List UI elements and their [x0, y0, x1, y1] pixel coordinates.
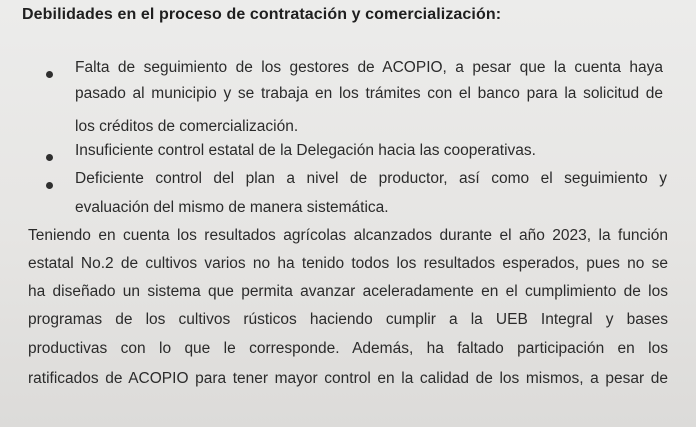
bullet-1-line-3: los créditos de comercialización.: [75, 118, 299, 135]
paragraph-line-3: ha diseñado un sistema que permita avanzar aceleradamente en el cumplimiento de los: [28, 283, 668, 300]
bullet-dot-3: [46, 182, 53, 189]
bullet-dot-1: [46, 71, 53, 78]
paragraph-line-1: Teniendo en cuenta los resultados agrícolas alcanzados durante el año 2023, la función: [28, 227, 668, 244]
bullet-1-line-2: pasado al municipio y se trabaja en los trámites con el banco para la solicitud de: [75, 85, 663, 102]
bullet-3-line-1: Deficiente control del plan a nivel de productor, así como el seguimiento y: [75, 170, 667, 187]
bullet-2-line-1: Insuficiente control estatal de la Delegación hacia las cooperativas.: [75, 142, 536, 159]
paragraph-line-4: programas de los cultivos rústicos haciendo cumplir a la UEB Integral y bases: [28, 311, 668, 328]
bullet-1-line-1: Falta de seguimiento de los gestores de ACOPIO, a pesar que la cuenta haya: [75, 59, 663, 76]
bullet-3-line-2: evaluación del mismo de manera sistemática.: [75, 199, 389, 216]
paragraph-line-6: ratificados de ACOPIO para tener mayor control en la calidad de los mismos, a pesar de: [28, 370, 668, 387]
section-heading: Debilidades en el proceso de contratación y comercialización:: [22, 6, 502, 23]
bullet-dot-2: [46, 154, 53, 161]
paragraph-line-5: productivas con lo que le corresponde. Además, ha faltado participación en los: [28, 340, 668, 357]
paragraph-line-2: estatal No.2 de cultivos varios no ha tenido todos los resultados esperados, pues no se: [28, 255, 668, 272]
